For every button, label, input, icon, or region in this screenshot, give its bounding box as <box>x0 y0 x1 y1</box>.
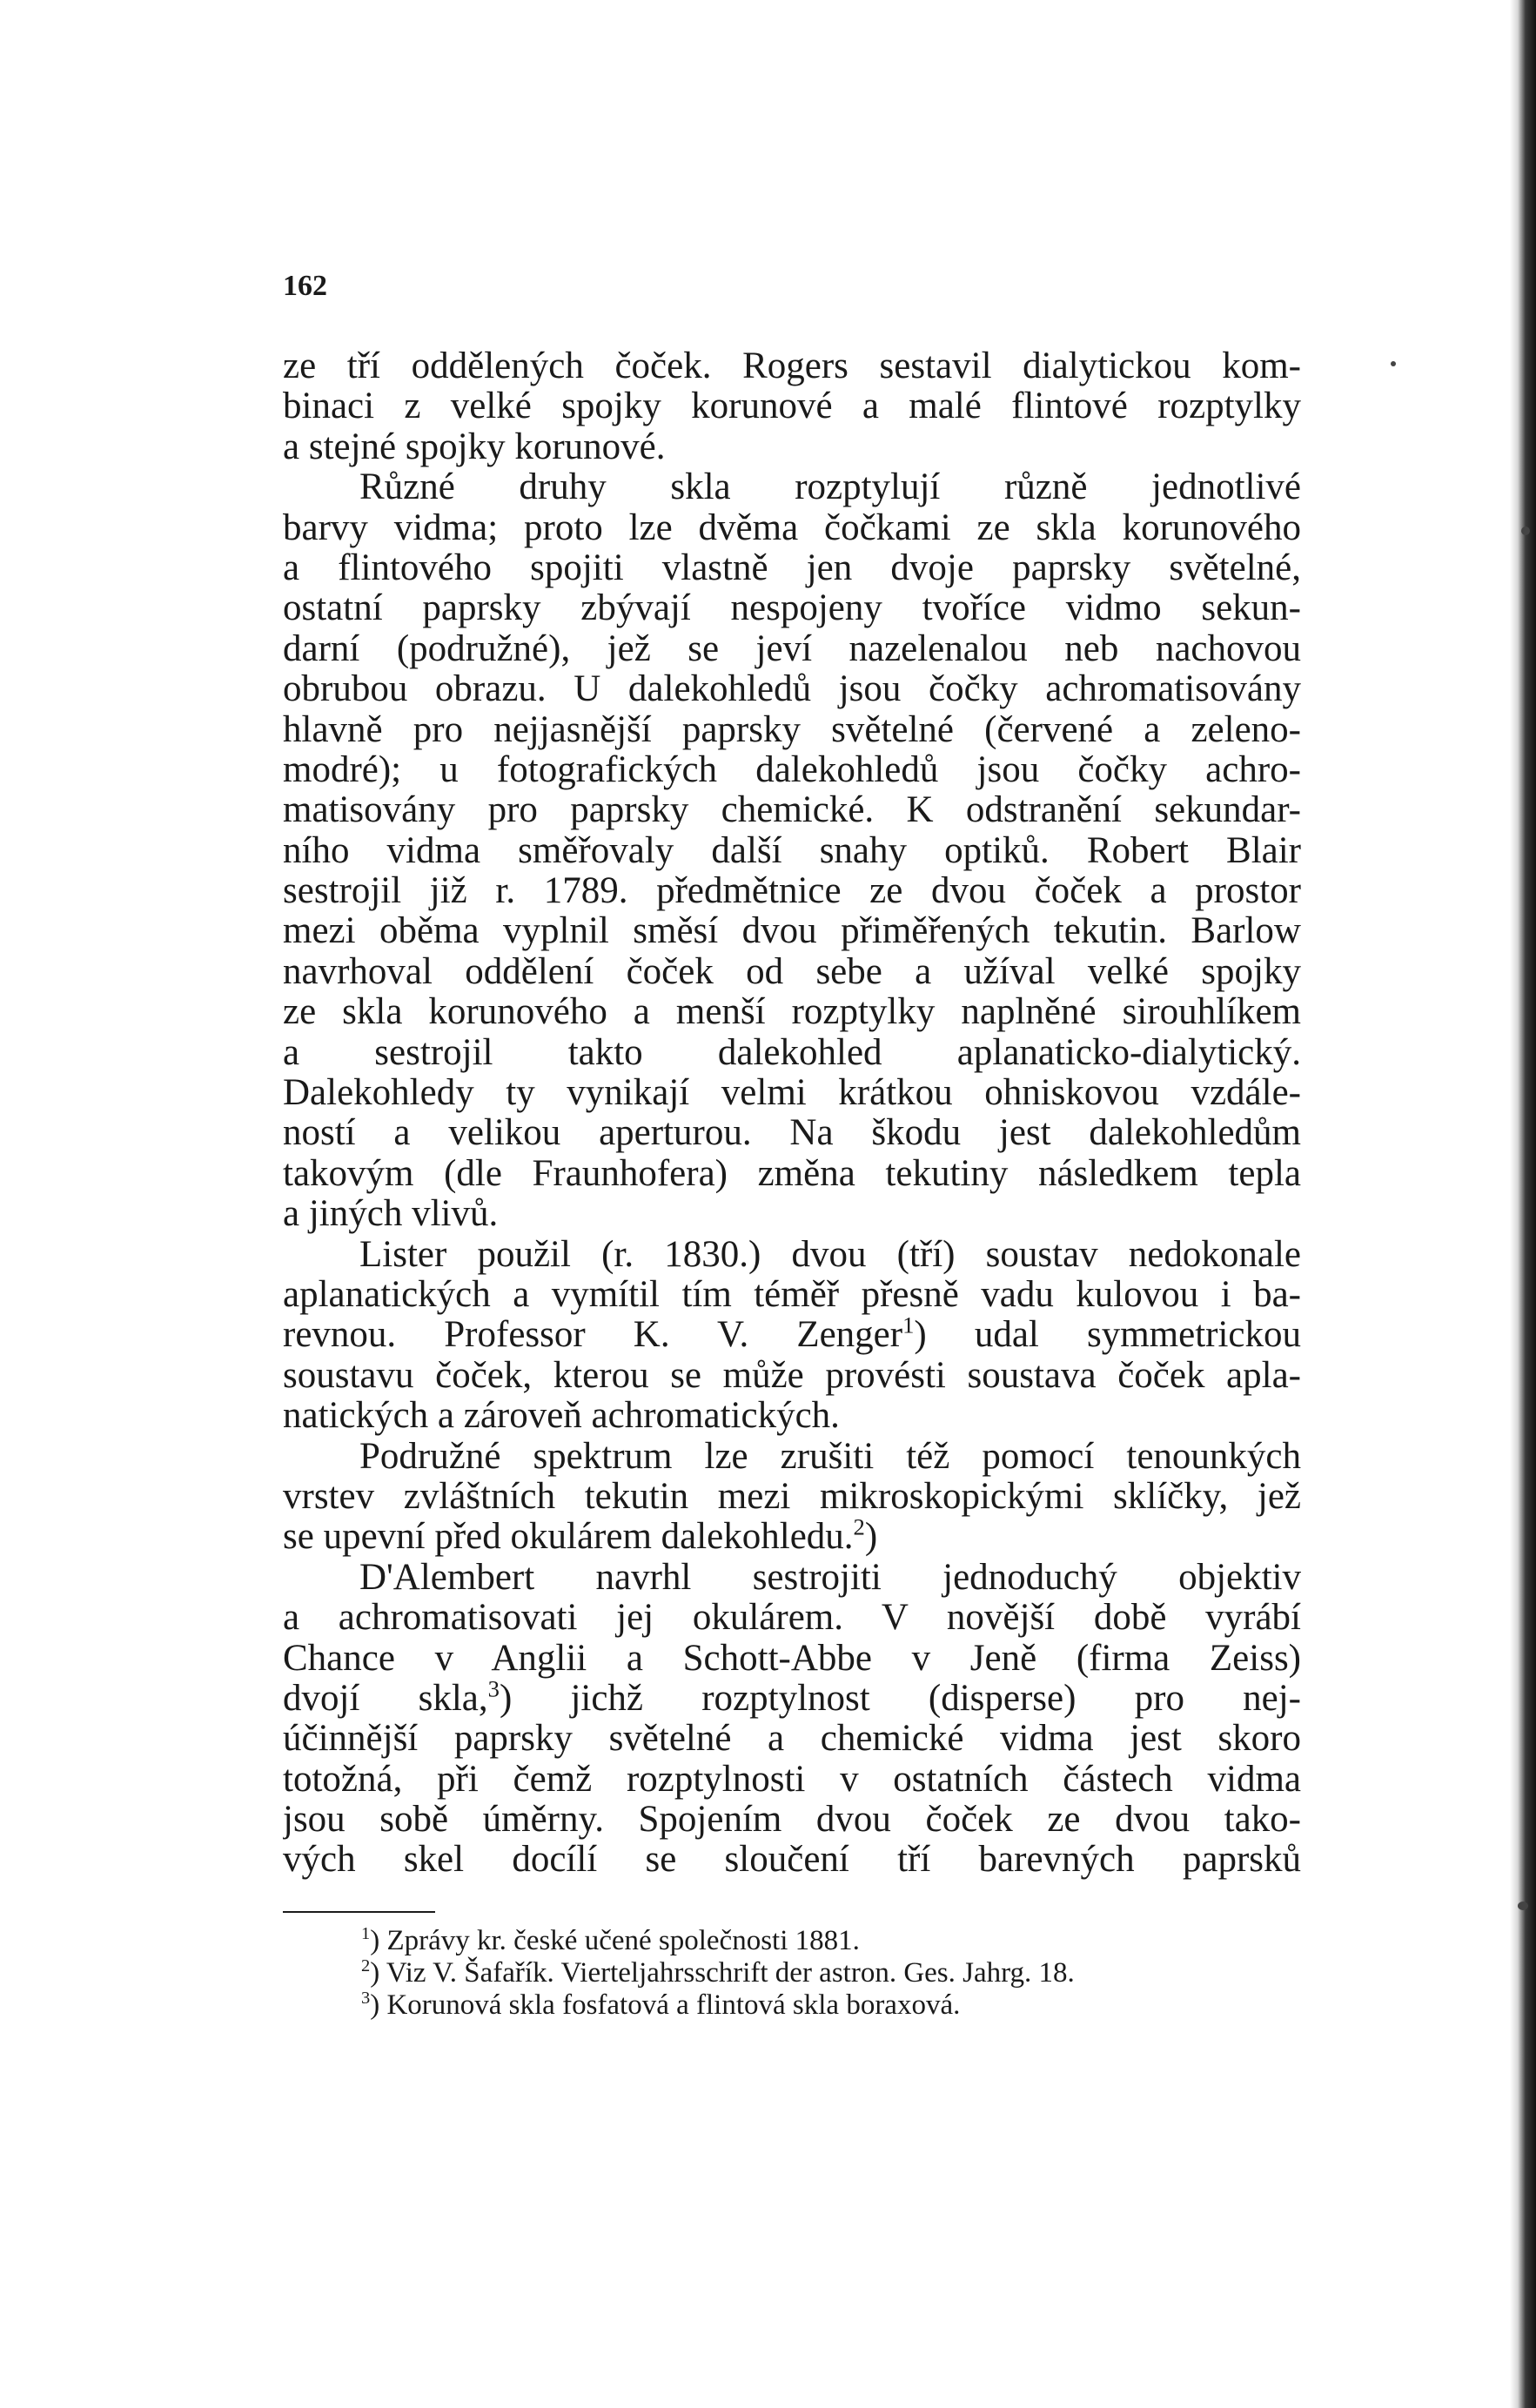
text-line: hlavně pro nejjasnější paprsky světelné (červené a zeleno- <box>283 709 1301 750</box>
footnote-divider <box>283 1911 435 1913</box>
text-line: Různé druhy skla rozptylují různě jednotlivé <box>359 467 1301 508</box>
text-line-with-footnote <box>283 1315 1301 1355</box>
scan-speck <box>1518 1902 1528 1910</box>
text-line: aplanatických a vymítil tím téměř přesně vadu kulovou i ba- <box>283 1274 1301 1315</box>
text-line: obrubou obrazu. U dalekohledů jsou čočky achromatisovány <box>283 669 1301 710</box>
text-line: natických a zároveň achromatických. <box>283 1395 840 1437</box>
text-line: takovým (dle Fraunhofera) změna tekutiny následkem tepla <box>283 1153 1301 1194</box>
text-line-with-footnote <box>283 1679 1301 1719</box>
body-text <box>283 346 1301 1881</box>
scan-speck <box>1521 527 1530 535</box>
scan-speck <box>1391 361 1396 366</box>
footnote-text: ) Viz V. Šafařík. Vierteljahrsschrift der astron. Ges. Jahrg. 18. <box>370 1957 1075 1989</box>
text-line: sestrojil již r. 1789. předmětnice ze dvou čoček a prostor <box>283 871 1301 912</box>
text-line: a jiných vlivů. <box>283 1193 499 1235</box>
footnote <box>361 1957 1301 1989</box>
footnote-marker: 3 <box>361 1989 371 2008</box>
text-line: navrhoval oddělení čoček od sebe a užíval velké spojky <box>283 951 1301 992</box>
text-line: jsou sobě úměrny. Spojením dvou čoček ze dvou tako- <box>283 1800 1301 1841</box>
footnote-marker: 2 <box>361 1956 371 1975</box>
footnote-marker: 1 <box>361 1924 371 1943</box>
text-line: ností a velikou aperturou. Na škodu jest dalekohledům <box>283 1113 1301 1154</box>
text-line-with-footnote <box>283 1514 1301 1558</box>
text-line: ze tří oddělených čoček. Rogers sestavil dialytickou kom- <box>283 346 1301 386</box>
text-line: barvy vidma; proto lze dvěma čočkami ze skla korunového <box>283 507 1301 548</box>
footnote <box>361 1989 1301 2022</box>
footnote-ref: 2 <box>853 1514 865 1540</box>
text-line: Chance v Anglii a Schott-Abbe v Jeně (firma Zeiss) <box>283 1638 1301 1679</box>
text-line: mezi oběma vyplnil směsí dvou přiměřených tekutin. Barlow <box>283 911 1301 952</box>
text-line: soustavu čoček, kterou se může provésti soustava čoček apla- <box>283 1355 1301 1396</box>
text-line: ze skla korunového a menší rozptylky naplněné sirouhlíkem <box>283 992 1301 1033</box>
text-line: Dalekohledy ty vynikají velmi krátkou ohniskovou vzdále- <box>283 1073 1301 1114</box>
scan-page-edge <box>1510 0 1536 2408</box>
text-line: matisovány pro paprsky chemické. K odstranění sekundar- <box>283 790 1301 831</box>
text-line: a sestrojil takto dalekohled aplanaticko-dialytický. <box>283 1032 1301 1073</box>
footnote-text: ) Zprávy kr. české učené společnosti 1881. <box>370 1925 860 1956</box>
text-line: modré); u fotografických dalekohledů jsou čočky achro- <box>283 749 1301 790</box>
footnote <box>361 1925 1301 1957</box>
footnotes <box>361 1925 1301 2022</box>
text-line: vrstev zvláštních tekutin mezi mikroskopickými sklíčky, jež <box>283 1476 1301 1517</box>
text-segment: ) <box>864 1516 878 1558</box>
text-line: darní (podružné), jež se jeví nazelenalou neb nachovou <box>283 628 1301 669</box>
text-line: totožná, při čemž rozptylnosti v ostatních částech vidma <box>283 1759 1301 1800</box>
footnote-ref: 3 <box>487 1678 500 1702</box>
text-line: binaci z velké spojky korunové a malé flintové rozptylky <box>283 386 1301 427</box>
text-segment: revnou. Professor K. V. Zenger <box>283 1315 903 1356</box>
text-line: ostatní paprsky zbývají nespojeny tvoříce vidmo sekun- <box>283 588 1301 629</box>
page-number: 162 <box>283 270 327 302</box>
text-line: D'Alembert navrhl sestrojiti jednoduchý objektiv <box>359 1557 1301 1598</box>
text-line: Lister použil (r. 1830.) dvou (tří) soustav nedokonale <box>359 1234 1301 1275</box>
text-line: Podružné spektrum lze zrušiti též pomocí tenounkých <box>359 1436 1301 1477</box>
text-segment: se upevní před okulárem dalekohledu. <box>283 1516 854 1558</box>
text-line: vých skel docílí se sloučení tří barevných paprsků <box>283 1840 1301 1881</box>
text-line: a stejné spojky korunové. <box>283 426 666 467</box>
text-line: ního vidma směřovaly další snahy optiků. Robert Blair <box>283 830 1301 871</box>
footnote-text: ) Korunová skla fosfatová a flintová skla boraxová. <box>370 1989 961 2021</box>
text-segment: dvojí skla, <box>283 1678 488 1719</box>
text-line: a flintového spojiti vlastně jen dvoje paprsky světelné, <box>283 547 1301 588</box>
text-line: účinnější paprsky světelné a chemické vidma jest skoro <box>283 1719 1301 1760</box>
text-line: a achromatisovati jej okulárem. V novější době vyrábí <box>283 1598 1301 1639</box>
text-segment: ) udal symmetrickou <box>914 1315 1301 1356</box>
text-segment: ) jichž rozptylnost (disperse) pro nej- <box>499 1678 1301 1719</box>
footnote-ref: 1 <box>902 1315 915 1339</box>
